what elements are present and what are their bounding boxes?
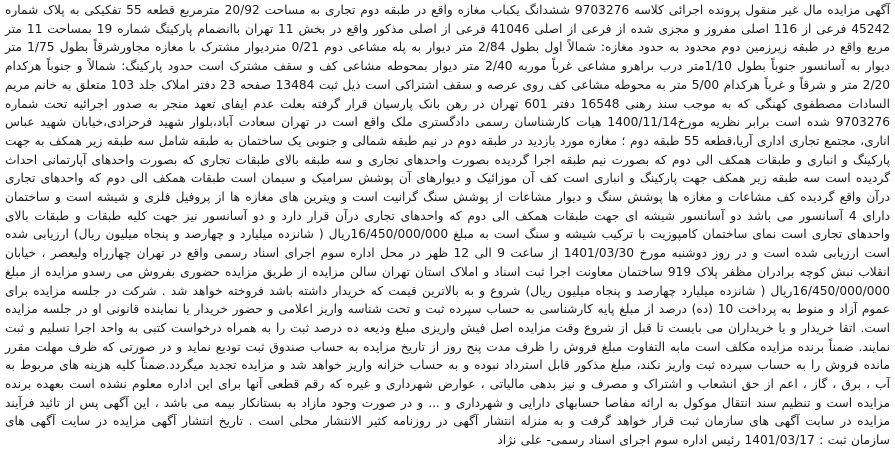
auction-notice-text: آگهی مزایده مال غیر منقول پرونده اجرائی کلاسه 9703276 ششدانگ یکباب مغازه واقع در طبقه دوم تجاری به مساحت 20/92 مترمربع قطعه 55 تفکیکی به پلاک شماره 45242 فرعی از 116 اصلی مفروز و مجزی شده از فرعی از اصلی 41046 فرعی از اصلی مذکور واقع در بخش 11 تهران باانضمام پارکینگ شماره 19 بمساحت 11 متر مربع واقع در طبقه زیرزمین دوم محدود به حدود مغازه: شمالاً اول بطول 2/84 متر دیوار به پله مشاعی دوم 0/21 متردیوار مشترک با مغازه مجاورشرقاً بطول 1/75 متر دیوار به آسانسور جنوباً بطول 1/10متر درب براهرو مشاعی غرباً موربه 2/40 متر دیوار بمحوطه مشاعی کف و سقف مشترک است حدود پارکینگ: شمالاً و جنوباً هرکدام 2/20 متر و شرقاً و غرباً هرکدام 5/00 متر به محوطه مشاعی کف روی عرصه و سقف اشتراکی است ذیل ثبت 13484 صفحه 23 دفتر املاک جلد 103 متعلق به خانم مریم السادات مصطفوی کهنگی که به موجب سند رهنی 16548 دفتر 601 تهران در رهن بانک پارسیان قرار گرفته بعلت عدم ایفای تعهد منجر به صدور اجرائیه تحت شماره 9703276 شده است برابر نظریه مورخ1400/11/14 هیات کارشناسان رسمی دادگستری ملک واقع است در تهران سعادت آباد،بلوار شهید فرحزادی،خیابان شهید عباس اناری، مجتمع تجاری اداری آریا،قطعه 55 طبقه دوم ؛ مغازه مورد بازدید در طبقه دوم در نیم طبقه شمالی و جنوبی یک ساختمان به طبقه شامل سه طبقه زیر همکف به جهت پارکینگ و انباری و طبقات همکف الی دوم که بصورت نیم طبقه اجرا گردیده بصورت واحدهای تجاری و سه طبقه بالای طبقات تجاری که بصورت واحدهای آپارتمانی احداث گردیده است سه طبقه زیر همکف جهت پارکینگ و انباری است کف آن موزائیک و دیوارهای آن پوشش سرامیک و سیمان است طبقات همکف الی دوم که واحدهای تجاری درآن واقع گردیده کف مشاعات و مغازه ها پوشش سنگ و دیوار مشاعات از پوشش سنگ گرانیت است و ویترین های مغازه ها از پروفیل فلزی و شیشه است و ساختمان دارای 4 آسانسور می باشد دو آسانسور شیشه ای جهت طبقات همکف الی دوم که واحدهای تجاری درآن قرار دارد و دو آسانسور نیز جهت کلیه طبقات و طبقات بالای واحدهای تجاری است نمای ساختمان کامپوزیت با ترکیب شیشه و سنگ است به مبلغ 16/450/000/000ریال ( شانزده میلیارد و چهارصد و پنجاه میلیون ریال) ارزیابی شده است ارزیابی شده است و در روز دوشنبه مورخ 1401/03/30 از ساعت 9 الی 12 ظهر در محل اداره سوم اجرای اسناد رسمی واقع در تهران چهارراه ولیعصر ، خیابان انقلاب نبش کوچه برادران مظفر پلاک 919 ساختمان معاونت اجرا ثبت اسناد و املاک استان تهران سالن مزایده از طریق مزایده حضوری بفروش می رسدو مزایده از مبلغ 16/450/000/000ریال ( شانزده میلیارد چهارصد و پنجاه میلیون ریال) شروع و به بالاترین قیمت که خریدار داشته باشد فروخته خواهد شد . شرکت در جلسه مزایده برای عموم آزاد و منوط به پرداخت 10 (ده) درصد از مبلغ پایه کارشناسی به حساب سپرده ثبت و تحت شناسه واریز اعلامی و حضور خریدار یا نماینده قانونی او در جلسه مزایده است. اتقا خریدار و یا خریداران می بایست تا قبل از شروع وقت مزایده اصل فیش واریزی مبلغ ودیعه ده درصد ثبت را به همراه درخواست کتبی به واحد اجرا تسلیم و ثبت نمایند. ضمناً برنده مزایده مکلف است مابه التفاوت مبلغ فروش را ظرف مدت پنج روز از تاریخ مزایده به حساب صندوق ثبت تودیع نماید و در صورتی که ظرف مهلت مقرر مانده فروش را به حساب سپرده ثبت واریز نکند، مبلغ مذکور قابل استرداد نبوده و به حساب خزانه واریز خواهد شد و مزایده تجدید میگردد.ضمناً کلیه هزینه های مربوط به آب ، برق ، گاز ، اعم از حق انشعاب و اشتراک و مصرف و نیز بدهی مالیاتی ، عوارض شهرداری و غیره که رقم قطعی آنها برای این اداره معلوم نشده است بعهده برنده مزایده است و تنظیم سند انتقال موکول به ارائه مفاصا حسابهای دارایی و شهرداری و ... و در صورت وجود مازاد به بستانکار بیمه می باشد ، این آگهی پس از تائید فرآیند مزایده در سایت آگهی های سازمان ثبت قرار خواهد گرفت و به منزله انتشار آگهی در روزنامه کثیر الانتشار محلی است . تاریخ انتشار آگهی مزایده در سایت آگهی های سازمان ثبت : 1401/03/17 رئیس اداره سوم اجرای اسناد رسمی- علی نژاد: [5, 3, 891, 448]
